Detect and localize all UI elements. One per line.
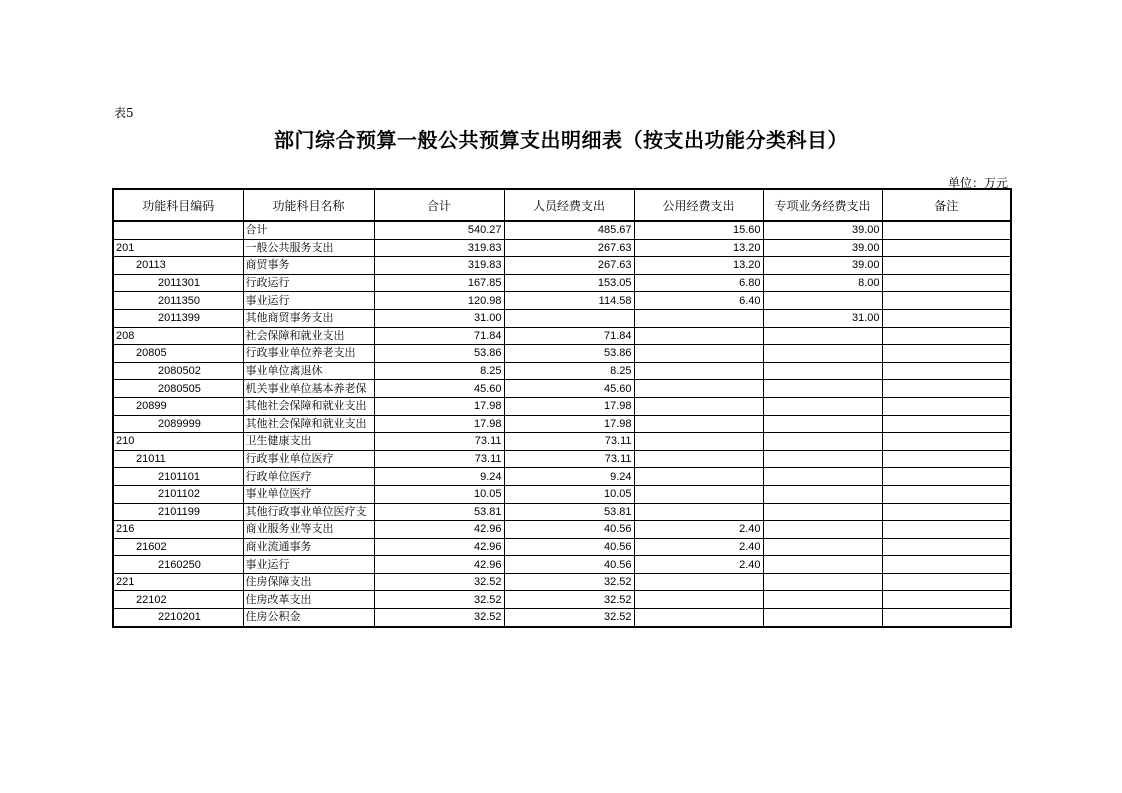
cell-code: 2011301 (113, 274, 243, 292)
header-name: 功能科目名称 (243, 189, 374, 221)
cell-special (763, 450, 882, 468)
cell-total: 8.25 (374, 362, 504, 380)
cell-note (882, 380, 1011, 398)
cell-special: 39.00 (763, 221, 882, 239)
cell-total: 120.98 (374, 292, 504, 310)
cell-special (763, 609, 882, 627)
cell-special (763, 433, 882, 451)
cell-code: 208 (113, 327, 243, 345)
cell-personnel: 10.05 (504, 485, 634, 503)
cell-code: 2101102 (113, 485, 243, 503)
cell-name: 事业单位离退休 (243, 362, 374, 380)
cell-personnel: 32.52 (504, 573, 634, 591)
cell-special (763, 292, 882, 310)
cell-code: 2160250 (113, 556, 243, 574)
table-row (113, 503, 1011, 521)
cell-name: 合计 (243, 221, 374, 239)
cell-public (634, 345, 763, 363)
table-row (113, 292, 1011, 310)
cell-personnel: 114.58 (504, 292, 634, 310)
cell-public (634, 397, 763, 415)
cell-code: 2080505 (113, 380, 243, 398)
cell-total: 42.96 (374, 538, 504, 556)
cell-personnel: 32.52 (504, 609, 634, 627)
cell-special (763, 345, 882, 363)
table-row (113, 274, 1011, 292)
cell-total: 53.86 (374, 345, 504, 363)
table-row (113, 397, 1011, 415)
cell-code: 2101199 (113, 503, 243, 521)
cell-name: 事业运行 (243, 556, 374, 574)
cell-note (882, 573, 1011, 591)
cell-code: 2011399 (113, 309, 243, 327)
cell-name: 商业流通事务 (243, 538, 374, 556)
cell-name: 行政单位医疗 (243, 468, 374, 486)
cell-name: 其他社会保障和就业支出 (243, 415, 374, 433)
cell-code: 201 (113, 239, 243, 257)
cell-name: 其他社会保障和就业支出 (243, 397, 374, 415)
cell-code: 20899 (113, 397, 243, 415)
cell-public: 13.20 (634, 239, 763, 257)
cell-special (763, 573, 882, 591)
table-row (113, 239, 1011, 257)
cell-special: 39.00 (763, 239, 882, 257)
table-row (113, 468, 1011, 486)
cell-note (882, 415, 1011, 433)
cell-public: 6.40 (634, 292, 763, 310)
cell-total: 17.98 (374, 415, 504, 433)
cell-public (634, 485, 763, 503)
cell-note (882, 609, 1011, 627)
header-note: 备注 (882, 189, 1011, 221)
cell-total: 167.85 (374, 274, 504, 292)
cell-public (634, 609, 763, 627)
cell-personnel: 17.98 (504, 397, 634, 415)
cell-personnel: 9.24 (504, 468, 634, 486)
cell-name: 机关事业单位基本养老保 (243, 380, 374, 398)
cell-total: 71.84 (374, 327, 504, 345)
budget-table (112, 188, 1012, 628)
cell-special (763, 362, 882, 380)
cell-personnel: 73.11 (504, 450, 634, 468)
cell-public: 13.20 (634, 257, 763, 275)
cell-note (882, 468, 1011, 486)
header-code: 功能科目编码 (113, 189, 243, 221)
cell-total: 9.24 (374, 468, 504, 486)
table-row (113, 485, 1011, 503)
table-row (113, 609, 1011, 627)
cell-code: 2210201 (113, 609, 243, 627)
cell-name: 住房改革支出 (243, 591, 374, 609)
cell-note (882, 556, 1011, 574)
cell-total: 32.52 (374, 591, 504, 609)
cell-total: 42.96 (374, 521, 504, 539)
cell-personnel: 73.11 (504, 433, 634, 451)
table-row (113, 450, 1011, 468)
cell-code: 21011 (113, 450, 243, 468)
cell-note (882, 221, 1011, 239)
cell-code (113, 221, 243, 239)
cell-name: 其他行政事业单位医疗支 (243, 503, 374, 521)
cell-total: 73.11 (374, 433, 504, 451)
cell-total: 10.05 (374, 485, 504, 503)
cell-name: 事业单位医疗 (243, 485, 374, 503)
cell-personnel: 40.56 (504, 521, 634, 539)
cell-personnel: 8.25 (504, 362, 634, 380)
cell-personnel: 53.86 (504, 345, 634, 363)
cell-code: 216 (113, 521, 243, 539)
cell-public (634, 468, 763, 486)
header-total: 合计 (374, 189, 504, 221)
cell-special: 39.00 (763, 257, 882, 275)
cell-public (634, 433, 763, 451)
cell-total: 319.83 (374, 239, 504, 257)
cell-note (882, 503, 1011, 521)
cell-public (634, 573, 763, 591)
table-row (113, 538, 1011, 556)
header-public: 公用经费支出 (634, 189, 763, 221)
cell-code: 21602 (113, 538, 243, 556)
cell-note (882, 345, 1011, 363)
cell-special (763, 503, 882, 521)
page-title: 部门综合预算一般公共预算支出明细表（按支出功能分类科目） (274, 128, 848, 152)
cell-public: 6.80 (634, 274, 763, 292)
cell-name: 事业运行 (243, 292, 374, 310)
cell-note (882, 292, 1011, 310)
cell-special: 8.00 (763, 274, 882, 292)
table-body (113, 221, 1011, 627)
cell-code: 2089999 (113, 415, 243, 433)
cell-special (763, 380, 882, 398)
header-row (113, 189, 1011, 221)
table-row (113, 309, 1011, 327)
cell-code: 20113 (113, 257, 243, 275)
table-row (113, 345, 1011, 363)
cell-name: 住房公积金 (243, 609, 374, 627)
cell-personnel: 71.84 (504, 327, 634, 345)
cell-code: 2080502 (113, 362, 243, 380)
cell-note (882, 362, 1011, 380)
header-personnel: 人员经费支出 (504, 189, 634, 221)
cell-special (763, 521, 882, 539)
cell-code: 20805 (113, 345, 243, 363)
cell-public: 2.40 (634, 538, 763, 556)
cell-personnel: 32.52 (504, 591, 634, 609)
table-row (113, 591, 1011, 609)
cell-special (763, 556, 882, 574)
cell-total: 32.52 (374, 573, 504, 591)
cell-personnel: 485.67 (504, 221, 634, 239)
cell-name: 商贸事务 (243, 257, 374, 275)
cell-personnel: 53.81 (504, 503, 634, 521)
cell-total: 32.52 (374, 609, 504, 627)
cell-special (763, 327, 882, 345)
cell-code: 2011350 (113, 292, 243, 310)
table-row (113, 327, 1011, 345)
cell-note (882, 257, 1011, 275)
cell-name: 商业服务业等支出 (243, 521, 374, 539)
cell-note (882, 485, 1011, 503)
table-row (113, 573, 1011, 591)
cell-personnel: 40.56 (504, 538, 634, 556)
cell-code: 22102 (113, 591, 243, 609)
cell-name: 行政事业单位医疗 (243, 450, 374, 468)
cell-public (634, 503, 763, 521)
table-row (113, 521, 1011, 539)
cell-personnel (504, 309, 634, 327)
cell-special: 31.00 (763, 309, 882, 327)
cell-personnel: 45.60 (504, 380, 634, 398)
cell-public (634, 362, 763, 380)
unit-label: 单位：万元 (947, 176, 1008, 190)
cell-total: 53.81 (374, 503, 504, 521)
table-row (113, 380, 1011, 398)
cell-note (882, 274, 1011, 292)
cell-code: 221 (113, 573, 243, 591)
cell-total: 45.60 (374, 380, 504, 398)
cell-special (763, 468, 882, 486)
cell-special (763, 397, 882, 415)
cell-public (634, 450, 763, 468)
cell-total: 31.00 (374, 309, 504, 327)
cell-name: 住房保障支出 (243, 573, 374, 591)
cell-total: 73.11 (374, 450, 504, 468)
cell-public (634, 327, 763, 345)
cell-special (763, 485, 882, 503)
cell-public: 2.40 (634, 521, 763, 539)
cell-note (882, 433, 1011, 451)
cell-note (882, 239, 1011, 257)
cell-name: 社会保障和就业支出 (243, 327, 374, 345)
cell-total: 540.27 (374, 221, 504, 239)
cell-personnel: 40.56 (504, 556, 634, 574)
cell-special (763, 538, 882, 556)
table-row (113, 433, 1011, 451)
cell-note (882, 309, 1011, 327)
cell-name: 其他商贸事务支出 (243, 309, 374, 327)
cell-code: 210 (113, 433, 243, 451)
cell-public (634, 380, 763, 398)
cell-personnel: 17.98 (504, 415, 634, 433)
cell-public (634, 415, 763, 433)
cell-code: 2101101 (113, 468, 243, 486)
header-special: 专项业务经费支出 (763, 189, 882, 221)
cell-name: 行政事业单位养老支出 (243, 345, 374, 363)
cell-total: 319.83 (374, 257, 504, 275)
table-row (113, 221, 1011, 239)
cell-name: 一般公共服务支出 (243, 239, 374, 257)
cell-total: 42.96 (374, 556, 504, 574)
cell-total: 17.98 (374, 397, 504, 415)
table-row (113, 556, 1011, 574)
cell-note (882, 397, 1011, 415)
cell-public (634, 309, 763, 327)
cell-public: 2.40 (634, 556, 763, 574)
table-label: 表5 (114, 106, 134, 120)
cell-note (882, 521, 1011, 539)
cell-special (763, 415, 882, 433)
table-row (113, 257, 1011, 275)
cell-note (882, 327, 1011, 345)
cell-note (882, 591, 1011, 609)
cell-note (882, 538, 1011, 556)
cell-public: 15.60 (634, 221, 763, 239)
cell-personnel: 153.05 (504, 274, 634, 292)
cell-public (634, 591, 763, 609)
cell-name: 行政运行 (243, 274, 374, 292)
cell-personnel: 267.63 (504, 257, 634, 275)
cell-name: 卫生健康支出 (243, 433, 374, 451)
cell-special (763, 591, 882, 609)
table-row (113, 415, 1011, 433)
cell-personnel: 267.63 (504, 239, 634, 257)
table-row (113, 362, 1011, 380)
cell-note (882, 450, 1011, 468)
